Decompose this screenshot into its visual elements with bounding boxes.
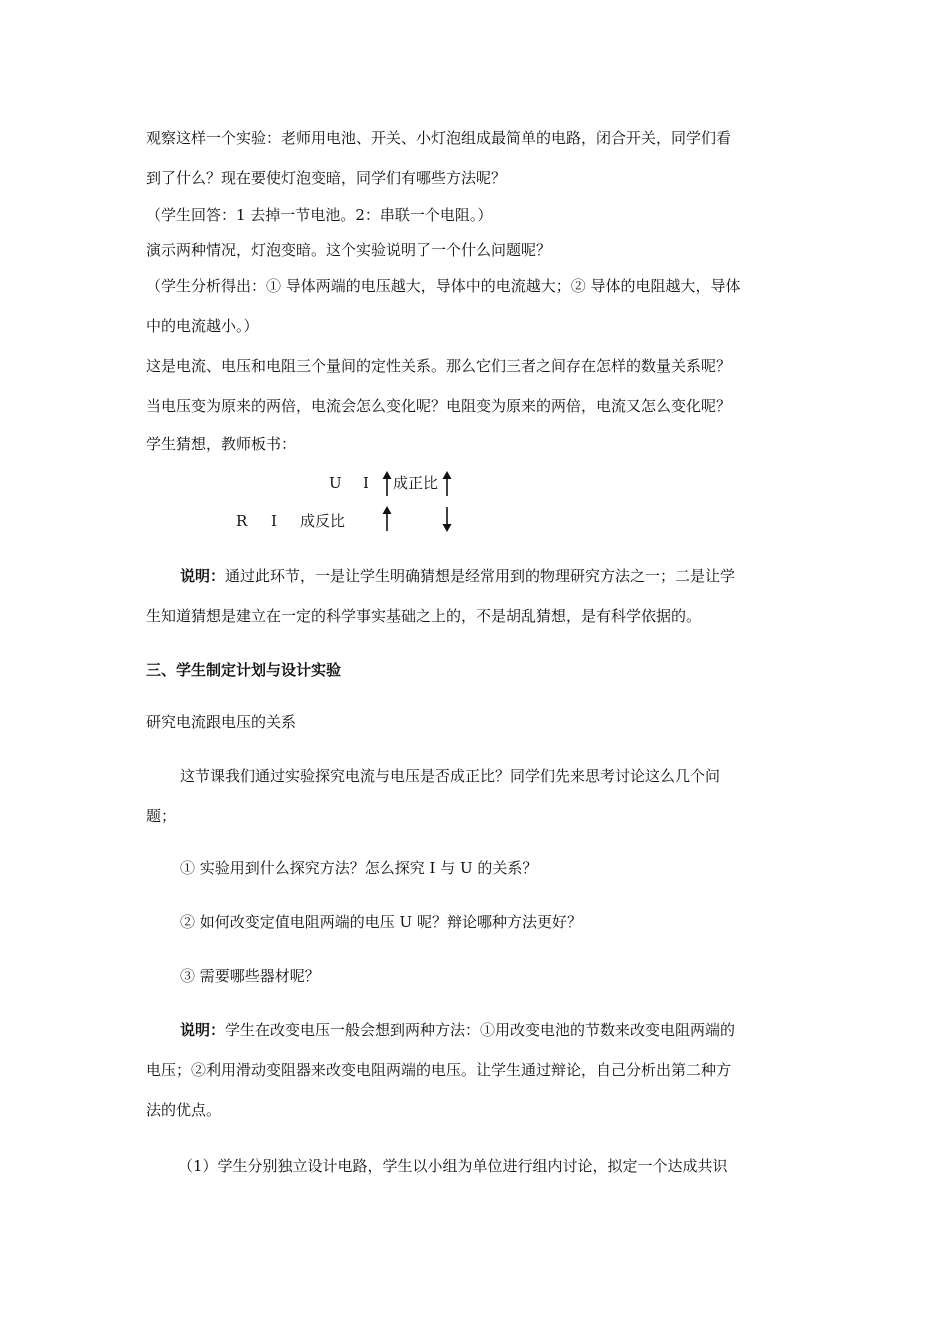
note-text: 法的优点。 xyxy=(146,1101,222,1119)
arrow-up-icon xyxy=(381,506,393,532)
board-symbol-i: I xyxy=(363,474,369,492)
note-label: 说明： xyxy=(180,1021,226,1039)
subheading: 研究电流跟电压的关系 xyxy=(146,713,297,731)
question-item: ① 实验用到什么探究方法？怎么探究 I 与 U 的关系？ xyxy=(180,859,538,877)
question-item: ② 如何改变定值电阻两端的电压 U 呢？辩论哪种方法更好？ xyxy=(180,913,582,931)
question-item: ③ 需要哪些器材呢？ xyxy=(180,967,320,985)
board-relation-direct: 成正比 xyxy=(393,474,439,492)
note-paragraph xyxy=(180,566,735,586)
paragraph-line: 观察这样一个实验：老师用电池、开关、小灯泡组成最简单的电路，闭合开关，同学们看 xyxy=(146,129,732,147)
note-label: 说明： xyxy=(180,567,226,585)
board-relation-inverse: 成反比 xyxy=(300,512,346,530)
note-text: 学生在改变电压一般会想到两种方法：①用改变电池的节数来改变电阻两端的 xyxy=(225,1021,736,1039)
paragraph-line: 演示两种情况，灯泡变暗。这个实验说明了一个什么问题呢？ xyxy=(146,241,552,259)
board-symbol-u: U xyxy=(329,474,342,492)
board-symbol-i: I xyxy=(271,512,277,530)
paragraph-line: （学生回答：1 去掉一节电池。2：串联一个电阻。） xyxy=(146,206,493,224)
paragraph-line: 题； xyxy=(146,807,177,825)
paragraph-line: 学生猜想，教师板书： xyxy=(146,435,297,453)
note-text: 生知道猜想是建立在一定的科学事实基础之上的，不是胡乱猜想，是有科学依据的。 xyxy=(146,607,702,625)
note-text: 电压；②利用滑动变阻器来改变电阻两端的电压。让学生通过辩论，自己分析出第二种方 xyxy=(146,1061,732,1079)
section-heading: 三、学生制定计划与设计实验 xyxy=(146,661,342,679)
paragraph-line: 到了什么？现在要使灯泡变暗，同学们有哪些方法呢？ xyxy=(146,169,507,187)
paragraph-line: （学生分析得出：① 导体两端的电压越大，导体中的电流越大；② 导体的电阻越大，导体 xyxy=(146,277,741,295)
paragraph-line: 这是电流、电压和电阻三个量间的定性关系。那么它们三者之间存在怎样的数量关系呢？ xyxy=(146,357,732,375)
arrow-down-icon xyxy=(441,506,453,532)
note-text: 通过此环节，一是让学生明确猜想是经常用到的物理研究方法之一；二是让学 xyxy=(225,567,736,585)
note-paragraph xyxy=(180,1020,735,1040)
paragraph-line: 当电压变为原来的两倍，电流会怎么变化呢？电阻变为原来的两倍，电流又怎么变化呢？ xyxy=(146,397,732,415)
paragraph-line: 这节课我们通过实验探究电流与电压是否成正比？同学们先来思考讨论这么几个问 xyxy=(180,767,721,785)
arrow-up-icon xyxy=(441,471,453,497)
arrow-up-icon xyxy=(381,471,393,497)
paragraph-line: 中的电流越小。） xyxy=(146,317,259,335)
step-item: （1）学生分别独立设计电路，学生以小组为单位进行组内讨论，拟定一个达成共识 xyxy=(178,1157,728,1175)
board-symbol-r: R xyxy=(236,512,248,530)
